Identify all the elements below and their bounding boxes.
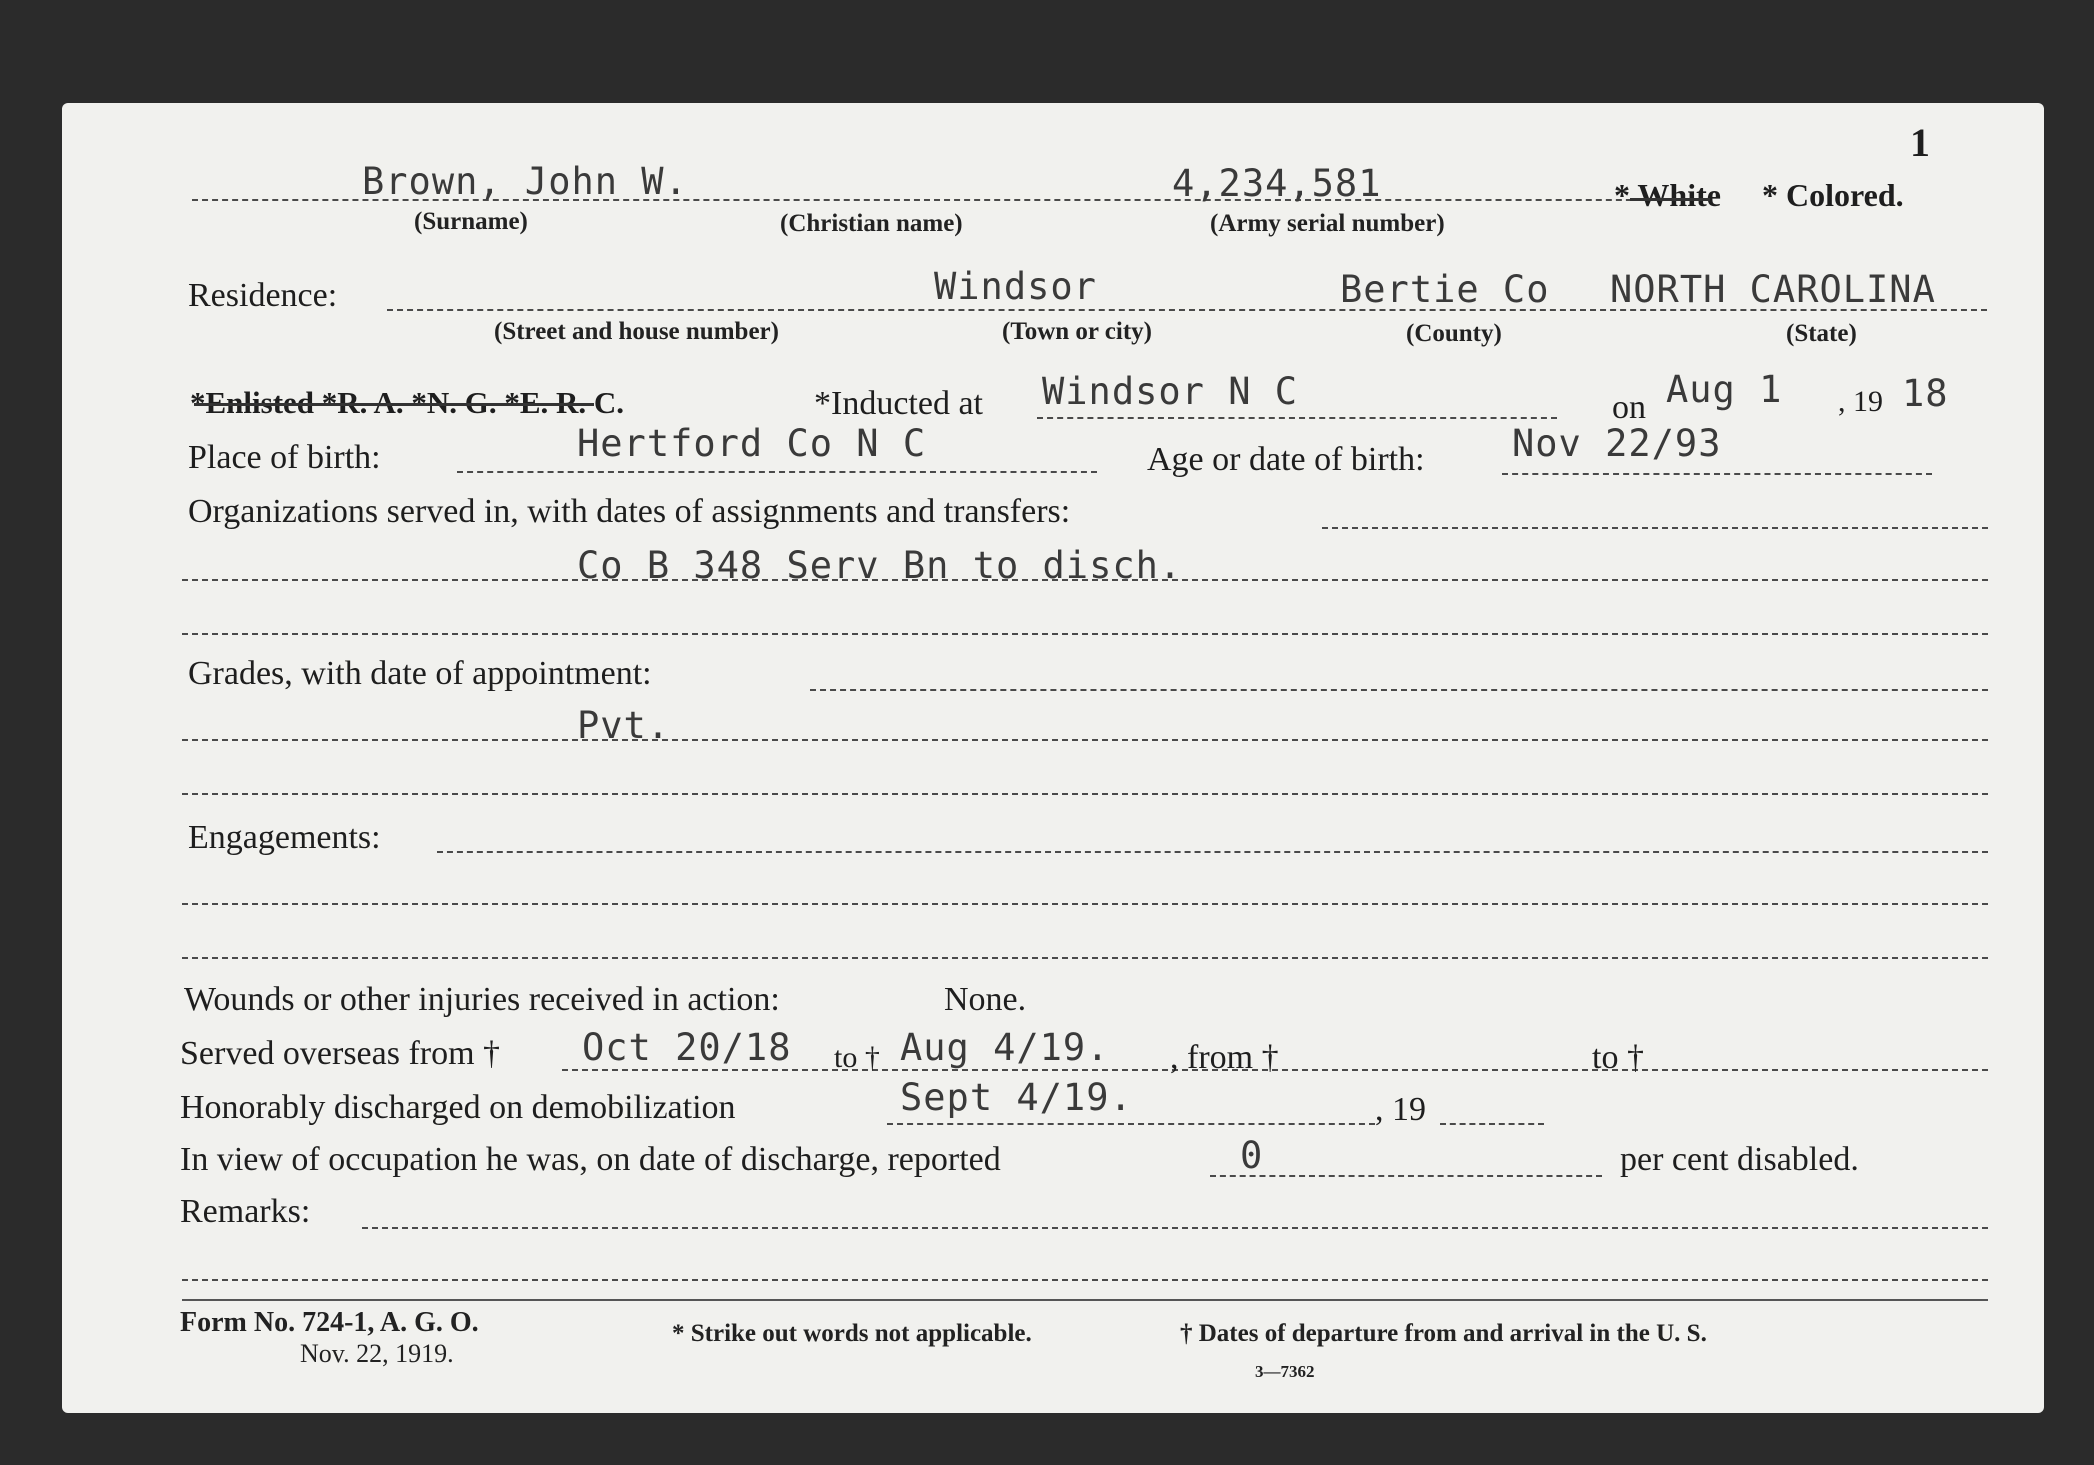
organizations-line-3 (182, 633, 1988, 635)
grades-line-1 (810, 689, 1988, 691)
discharge-label: Honorably discharged on demobilization (180, 1089, 736, 1126)
overseas-from2-label: , from † (1170, 1039, 1279, 1076)
birth-date: Nov 22/93 (1512, 422, 1722, 465)
overseas-to2-label: to † (1592, 1039, 1644, 1076)
birth-place-line (457, 471, 1097, 473)
overseas-from-label: Served overseas from † (180, 1035, 501, 1072)
christian-name-caption: (Christian name) (780, 210, 963, 237)
overseas-arrival: Aug 4/19. (900, 1026, 1110, 1069)
record-card (62, 103, 2044, 1413)
residence-state: NORTH CAROLINA (1610, 268, 1936, 311)
name-value: Brown, John W. (362, 160, 688, 203)
discharge-year-line (1440, 1123, 1544, 1125)
town-caption: (Town or city) (1002, 318, 1152, 345)
race-white-strike (1630, 198, 1710, 201)
form-date: Nov. 22, 1919. (300, 1339, 454, 1368)
serial-caption: (Army serial number) (1210, 210, 1445, 237)
residence-county: Bertie Co (1340, 268, 1550, 311)
induction-place-line (1037, 417, 1557, 419)
disability-suffix: per cent disabled. (1620, 1141, 1859, 1178)
induction-place: Windsor N C (1042, 370, 1299, 413)
disability-line (1210, 1175, 1602, 1177)
form-number: Form No. 724-1, A. G. O. (180, 1307, 479, 1338)
state-caption: (State) (1786, 320, 1857, 347)
discharge-date: Sept 4/19. (900, 1076, 1133, 1119)
inducted-at-label: *Inducted at (814, 385, 983, 422)
disability-label: In view of occupation he was, on date of discharge, reported (180, 1141, 1001, 1178)
engagements-line-2 (182, 903, 1988, 905)
remarks-label: Remarks: (180, 1193, 311, 1230)
engagements-label: Engagements: (188, 819, 381, 856)
wounds-label: Wounds or other injuries received in action: (184, 981, 780, 1018)
grades-label: Grades, with date of appointment: (188, 655, 652, 692)
organizations-label: Organizations served in, with dates of assignments and transfers: (188, 493, 1071, 530)
surname-caption: (Surname) (414, 208, 528, 235)
residence-town: Windsor (934, 265, 1097, 308)
engagements-line-1 (437, 851, 1988, 853)
induction-date: Aug 1 (1666, 368, 1783, 411)
grades-line-3 (182, 793, 1988, 795)
page-number: 1 (1910, 120, 1930, 165)
birth-date-line (1502, 473, 1932, 475)
remarks-line-2 (182, 1279, 1988, 1281)
grades-value: Pvt. (577, 704, 671, 747)
overseas-departure: Oct 20/18 (582, 1026, 792, 1069)
organizations-line-1 (1322, 527, 1988, 529)
engagements-line-3 (182, 957, 1988, 959)
discharge-year-label: , 19 (1375, 1091, 1426, 1128)
overseas-to-label: to † (834, 1041, 880, 1074)
induction-year-prefix: , 19 (1838, 385, 1883, 418)
form-code: 3—7362 (1255, 1362, 1315, 1381)
enlistment-options-strike (194, 403, 594, 406)
discharge-line (887, 1123, 1375, 1125)
serial-value: 4,234,581 (1172, 162, 1382, 205)
induction-on-label: on (1612, 389, 1646, 426)
grades-line-2 (182, 739, 1988, 741)
birth-place: Hertford Co N C (577, 422, 927, 465)
residence-label: Residence: (188, 277, 338, 314)
footer-rule (182, 1299, 1988, 1301)
induction-year: 18 (1902, 372, 1949, 415)
street-caption: (Street and house number) (494, 318, 779, 345)
birth-place-label: Place of birth: (188, 439, 381, 476)
enlistment-options: *Enlisted *R. A. *N. G. *E. R. C. (190, 385, 625, 420)
race-colored-option: * Colored. (1762, 177, 1904, 213)
county-caption: (County) (1406, 320, 1502, 347)
strike-note: * Strike out words not applicable. (672, 1320, 1032, 1347)
organizations-value: Co B 348 Serv Bn to disch. (577, 544, 1183, 587)
remarks-line-1 (362, 1227, 1988, 1229)
disability-value: 0 (1240, 1134, 1264, 1177)
dates-note: † Dates of departure from and arrival in the U. S. (1180, 1320, 1707, 1347)
birth-date-label: Age or date of birth: (1147, 441, 1425, 478)
wounds-value: None. (944, 981, 1027, 1018)
race-white-option: * White (1614, 177, 1721, 213)
